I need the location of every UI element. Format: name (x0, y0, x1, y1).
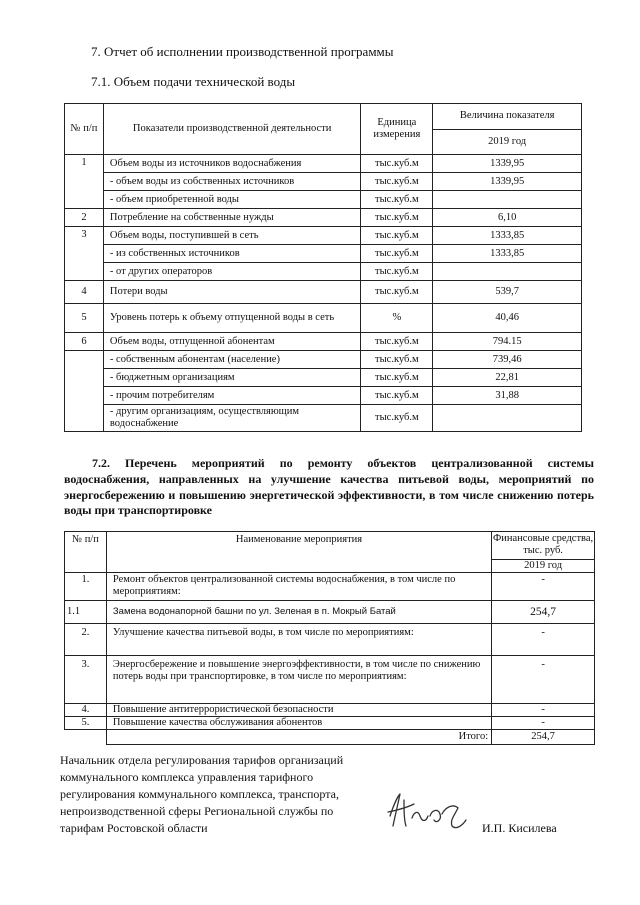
header-unit: Единица измерения (361, 104, 433, 155)
table-row (65, 624, 595, 656)
row-unit: тыс.куб.м (361, 245, 433, 263)
row-indicator: - из собственных источников (103, 245, 360, 263)
table-row (65, 369, 582, 387)
header-num: № п/п (65, 104, 104, 155)
table-row (65, 227, 582, 245)
row-indicator: - собственным абонентам (население) (103, 351, 360, 369)
table-row (65, 245, 582, 263)
row-value: 1339,95 (433, 173, 582, 191)
header-name: Наименование мероприятия (106, 532, 491, 573)
table-header-row (65, 104, 582, 130)
row-num: 2. (65, 624, 107, 656)
row-num: 4. (65, 704, 107, 717)
row-value: - (492, 704, 595, 717)
row-name: Ремонт объектов централизованной системы водоснабжения, в том числе по мероприятиям: (106, 573, 491, 601)
row-indicator: Объем воды из источников водоснабжения (103, 155, 360, 173)
row-num: 5 (65, 304, 104, 333)
header-year: 2019 год (433, 129, 582, 155)
row-indicator: Объем воды, поступившей в сеть (103, 227, 360, 245)
section-7-1-title: 7.1. Объем подачи технической воды (91, 74, 296, 89)
table-row (65, 173, 582, 191)
row-value: 254,7 (492, 601, 595, 624)
table-row (65, 405, 582, 432)
measures-table (64, 531, 595, 745)
section-7-2-title: 7.2. Перечень мероприятий по ремонту объектов централизованной системы водоснабжения, направленных на улучшение качества питьевой воды, мероприятий по энергосбережению и повышению энергетической эффективности, в том числе снижению потерь воды при транспортировке (64, 456, 594, 518)
row-unit: тыс.куб.м (361, 281, 433, 304)
table-row (65, 351, 582, 369)
row-indicator: - бюджетным организациям (103, 369, 360, 387)
row-num: 6 (65, 333, 104, 351)
row-num: 5. (65, 717, 107, 730)
row-num: 1.1 (65, 601, 107, 624)
row-unit: тыс.куб.м (361, 173, 433, 191)
row-indicator: Уровень потерь к объему отпущенной воды в сеть (103, 304, 360, 333)
row-value (433, 405, 582, 432)
table-row (65, 209, 582, 227)
row-unit: % (361, 304, 433, 333)
table-row (65, 387, 582, 405)
total-spacer (65, 730, 107, 745)
row-num (65, 351, 104, 432)
row-indicator: - прочим потребителям (103, 387, 360, 405)
table-row (65, 155, 582, 173)
row-value: 40,46 (433, 304, 582, 333)
table-row (65, 656, 595, 704)
row-value: - (492, 717, 595, 730)
row-num: 2 (65, 209, 104, 227)
row-value: 31,88 (433, 387, 582, 405)
row-unit: тыс.куб.м (361, 155, 433, 173)
row-name: Энергосбережение и повышение энергоэффективности, в том числе по снижению потерь воды при транспортировке, в том числе по мероприятиям: (106, 656, 491, 704)
row-value: - (492, 624, 595, 656)
header-finance: Финансовые средства, тыс. руб. (492, 532, 595, 560)
row-value: 22,81 (433, 369, 582, 387)
row-value: - (492, 656, 595, 704)
header-num: № п/п (65, 532, 107, 573)
row-value (433, 263, 582, 281)
row-unit: тыс.куб.м (361, 351, 433, 369)
table-row (65, 573, 595, 601)
row-value: 6,10 (433, 209, 582, 227)
row-indicator: - другим организациям, осуществляющим водоснабжение (103, 405, 360, 432)
row-indicator: - объем воды из собственных источников (103, 173, 360, 191)
row-name: Повышение качества обслуживания абонентов (106, 717, 491, 730)
row-num: 3 (65, 227, 104, 281)
header-indicator: Показатели производственной деятельности (103, 104, 360, 155)
row-indicator: Потери воды (103, 281, 360, 304)
row-name: Замена водонапорной башни по ул. Зеленая в п. Мокрый Батай (106, 601, 491, 624)
table-row (65, 263, 582, 281)
table-row (65, 704, 595, 717)
table-row (65, 333, 582, 351)
row-value: 539,7 (433, 281, 582, 304)
water-supply-table (64, 103, 582, 432)
row-indicator: Потребление на собственные нужды (103, 209, 360, 227)
table-row (65, 717, 595, 730)
row-value: 739,46 (433, 351, 582, 369)
row-unit: тыс.куб.м (361, 191, 433, 209)
row-unit: тыс.куб.м (361, 209, 433, 227)
row-value: - (492, 573, 595, 601)
signatory-position: Начальник отдела регулирования тарифов организаций коммунального комплекса управления тарифного регулирования коммунального комплекса, транспорта, непроизводственной сферы Региональной службы по тарифам Ростовской области (60, 753, 344, 836)
header-value: Величина показателя (433, 104, 582, 130)
row-num: 3. (65, 656, 107, 704)
row-value: 1339,95 (433, 155, 582, 173)
row-unit: тыс.куб.м (361, 333, 433, 351)
table-row (65, 191, 582, 209)
handwritten-signature (384, 786, 470, 834)
section-7-title: 7. Отчет об исполнении производственной программы (91, 44, 394, 59)
row-unit: тыс.куб.м (361, 387, 433, 405)
row-indicator: - от других операторов (103, 263, 360, 281)
total-value: 254,7 (492, 730, 595, 745)
table-row (65, 281, 582, 304)
row-value: 1333,85 (433, 245, 582, 263)
table-row (65, 304, 582, 333)
row-indicator: - объем приобретенной воды (103, 191, 360, 209)
row-unit: тыс.куб.м (361, 405, 433, 432)
row-indicator: Объем воды, отпущенной абонентам (103, 333, 360, 351)
signatory-name: И.П. Кисилева (482, 821, 557, 835)
row-unit: тыс.куб.м (361, 227, 433, 245)
row-name: Повышение антитеррористической безопасности (106, 704, 491, 717)
row-name: Улучшение качества питьевой воды, в том числе по мероприятиям: (106, 624, 491, 656)
header-year: 2019 год (492, 560, 595, 573)
row-num: 1. (65, 573, 107, 601)
row-num: 1 (65, 155, 104, 209)
row-value: 794.15 (433, 333, 582, 351)
row-value (433, 191, 582, 209)
row-unit: тыс.куб.м (361, 369, 433, 387)
table-total-row (65, 730, 595, 745)
row-unit: тыс.куб.м (361, 263, 433, 281)
row-value: 1333,85 (433, 227, 582, 245)
table-header-row (65, 532, 595, 560)
table-row (65, 601, 595, 624)
total-label: Итого: (106, 730, 491, 745)
row-num: 4 (65, 281, 104, 304)
